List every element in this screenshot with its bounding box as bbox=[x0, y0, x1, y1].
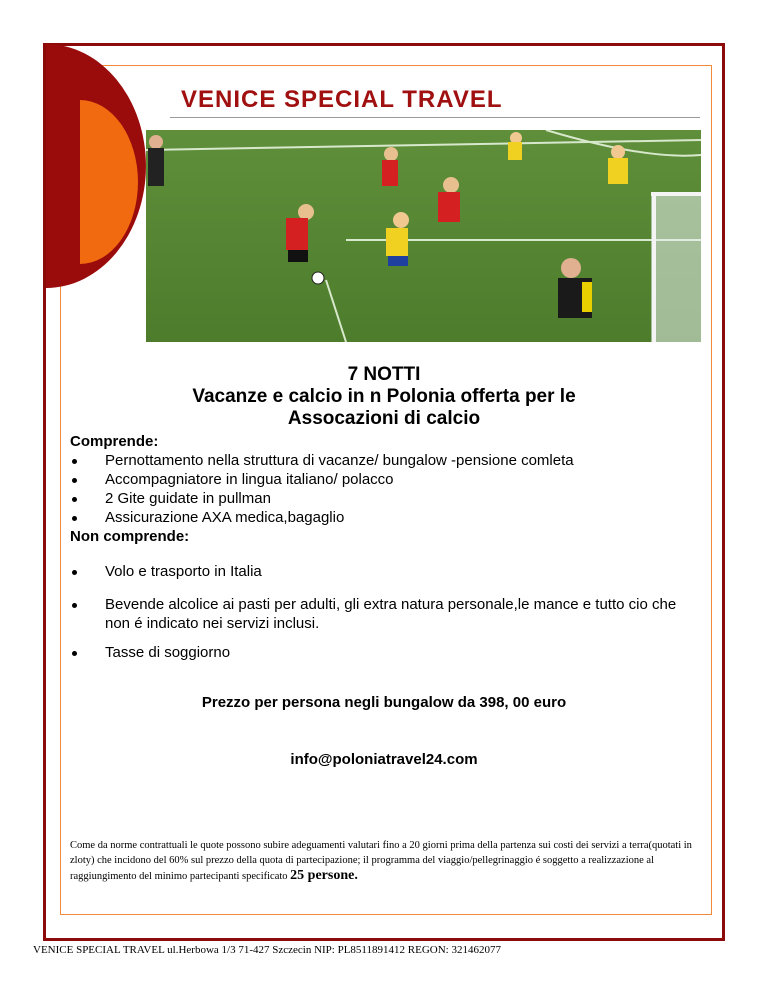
decorative-semicircles bbox=[0, 0, 160, 300]
list-item: 2 Gite guidate in pullman bbox=[70, 489, 574, 508]
bullet-icon bbox=[72, 478, 77, 483]
company-footer: VENICE SPECIAL TRAVEL ul.Herbowa 1/3 71-427 Szczecin NIP: PL8511891412 REGON: 321462077 bbox=[33, 944, 501, 956]
bullet-icon bbox=[72, 516, 77, 521]
list-item: Bevende alcolice ai pasti per adulti, gli extra natura personale,le mance e tutto cio che non é indicato nei servizi inclusi. bbox=[70, 595, 705, 633]
list-item: Assicurazione AXA medica,bagaglio bbox=[70, 508, 574, 527]
list-item: Pernottamento nella struttura di vacanze/ bungalow -pensione comleta bbox=[70, 451, 574, 470]
football-photo bbox=[146, 130, 701, 342]
bullet-icon bbox=[72, 570, 77, 575]
bullet-icon bbox=[72, 497, 77, 502]
contact-email[interactable]: info@poloniatravel24.com bbox=[290, 751, 478, 768]
title-divider bbox=[170, 117, 700, 118]
bullet-icon bbox=[72, 651, 77, 656]
goal-net bbox=[651, 192, 701, 342]
brand-title: VENICE SPECIAL TRAVEL bbox=[181, 86, 503, 113]
includes-list bbox=[70, 451, 574, 527]
bullet-icon bbox=[72, 459, 77, 464]
includes-section bbox=[70, 432, 574, 546]
list-item: Volo e trasporto in Italia bbox=[70, 562, 705, 581]
list-item: Accompagniatore in lingua italiano/ polacco bbox=[70, 470, 574, 489]
min-participants: 25 persone. bbox=[290, 868, 358, 883]
disclaimer-text: Come da norme contrattuali le quote possono subire adeguamenti valutari fino a 20 giorni prima della partenza sui costi dei servizi a terra(quotati in zloty) che incidono del 60% sul prezzo della quota di partecipazione; il programma del viaggio/pellegrinaggio é soggetto a realizzazione al raggiungimento del minimo partecipanti specificato bbox=[70, 840, 692, 882]
nights-label: 7 NOTTI bbox=[347, 364, 421, 385]
headline-line-3: Assocazioni di calcio bbox=[287, 408, 481, 429]
headline-line-2: Vacanze e calcio in n Polonia offerta per le bbox=[192, 386, 576, 407]
offer-headline bbox=[70, 364, 698, 430]
terms-disclaimer bbox=[70, 838, 695, 884]
includes-title: Comprende: bbox=[70, 433, 159, 450]
excludes-title: Non comprende: bbox=[70, 528, 190, 545]
price-line: Prezzo per persona negli bungalow da 398, 00 euro bbox=[201, 694, 567, 711]
bullet-icon bbox=[72, 603, 77, 608]
list-item: Tasse di soggiorno bbox=[70, 643, 705, 662]
